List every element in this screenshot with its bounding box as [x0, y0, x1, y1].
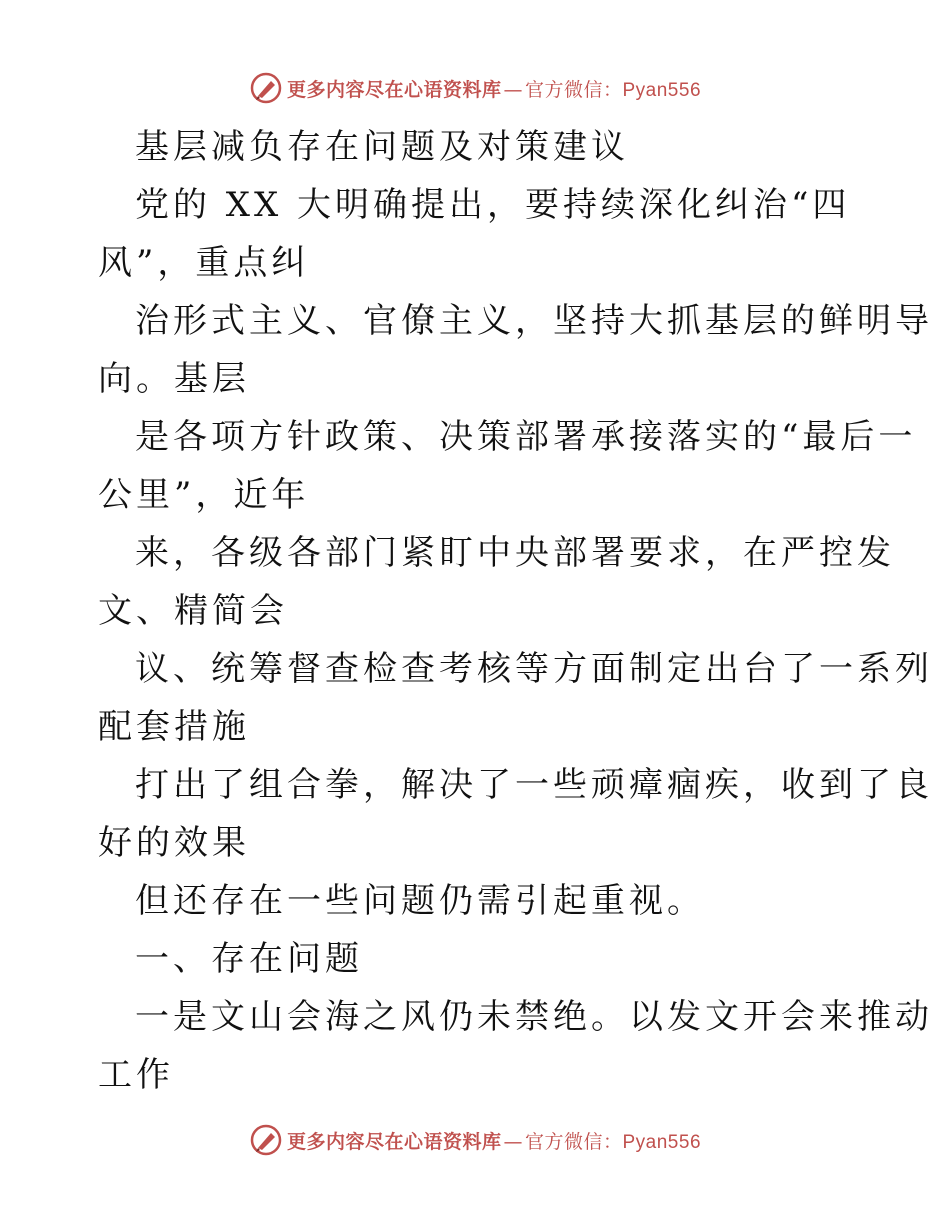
- watermark-separator: —: [503, 78, 523, 101]
- text-line: 风”，重点纠: [98, 243, 310, 283]
- text-line: 是各项方针政策、决策部署承接落实的“最后一: [135, 417, 917, 457]
- watermark-separator: —: [503, 1130, 523, 1153]
- watermark-contact-prefix: 官方微信：: [524, 1130, 623, 1153]
- document-title: 基层减负存在问题及对策建议: [135, 127, 629, 167]
- pen-logo-icon: [249, 1123, 283, 1157]
- text-line: 公里”，近年: [98, 475, 310, 515]
- pen-logo-icon: [249, 71, 283, 105]
- text-line: 一是文山会海之风仍未禁绝。以发文开会来推动: [135, 997, 933, 1037]
- header-watermark: [0, 68, 950, 108]
- text-line: 但还存在一些问题仍需引起重视。: [135, 881, 705, 921]
- text-line: 配套措施: [98, 707, 250, 747]
- watermark-contact-prefix: 官方微信：: [524, 78, 623, 101]
- watermark-handle: Pyan556: [622, 79, 702, 101]
- text-line: 打出了组合拳，解决了一些顽瘴痼疾，收到了良: [135, 765, 933, 805]
- text-line: 一、存在问题: [135, 939, 363, 979]
- watermark-handle: Pyan556: [622, 1131, 702, 1153]
- watermark-main-text: 更多内容尽在心语资料库: [286, 1130, 502, 1153]
- text-line: 文、精简会: [98, 591, 288, 631]
- text-line: 向。基层: [98, 359, 250, 399]
- footer-watermark: [0, 1120, 950, 1160]
- text-line: 来，各级各部门紧盯中央部署要求，在严控发: [135, 533, 895, 573]
- text-line: 工作: [98, 1055, 174, 1095]
- document-body: [98, 118, 933, 1104]
- watermark-main-text: 更多内容尽在心语资料库: [286, 78, 502, 101]
- text-line: 治形式主义、官僚主义，坚持大抓基层的鲜明导: [135, 301, 933, 341]
- text-line: 好的效果: [98, 823, 250, 863]
- text-line: 党的 XX 大明确提出，要持续深化纠治“四: [135, 185, 851, 225]
- text-line: 议、统筹督查检查考核等方面制定出台了一系列: [135, 649, 933, 689]
